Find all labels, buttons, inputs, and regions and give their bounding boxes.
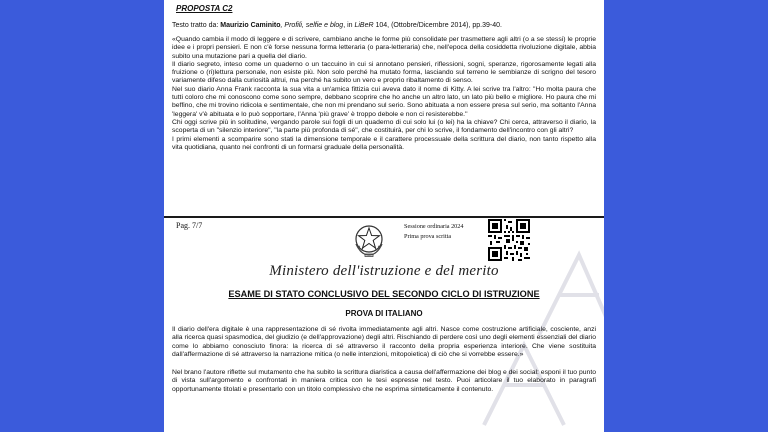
subject-title: PROVA DI ITALIANO [345, 309, 423, 318]
session-line-2: Prima prova scritta [404, 233, 452, 240]
italian-republic-emblem-icon [352, 222, 386, 258]
text-paragraph: Nel suo diario Anna Frank racconta la sua vita a un'amica fittizia cui aveva dato il nome di Kitty. A lei scrive tra l'altro: "Ho molta paura che tutti coloro che mi conoscono come sono sempre, debbano scoprire che ho anche un altro lato, un lato più bello e migliore. Ho paura che mi beffino, che mi trovino ridicola e sentimentale, che non mi prendano sul serio. Sono abituata a non essere presa sul serio, ma soltanto l'Anna 'leggera' v'è abituata e lo può sopportare, l'Anna 'più grave' è troppo debole e non ci resisterebbe." [172, 85, 596, 118]
text-paragraph: «Quando cambia il modo di leggere e di scrivere, cambiano anche le forme più consolidate per trasmettere agli altri (o a se stessi) le proprie idee e i propri pensieri. E non c'è forse nessuna forma letteraria (o para-letteraria) che, nell'epoca della cosiddetta rivoluzione digitale, abbia subito una mutazione pari a quella del diario. [172, 36, 596, 60]
page-upper-section [172, 4, 596, 152]
assignment-paragraph: Nel brano l'autore riflette sul mutamento che ha subito la scrittura diaristica a causa dell'affermazione dei blog e dei social: esponi il tuo punto di vista sull'argomento e confrontati in maniera critica con le tesi espresse nel testo. Puoi articolare il tuo elaborato in paragrafi opportunamente titolati e presentarlo con un titolo complessivo che ne esprima sinteticamente il contenuto. [172, 369, 596, 393]
session-line-1: Sessione ordinaria 2024 [404, 223, 464, 230]
ministry-heading: Ministero dell'istruzione e del merito [269, 263, 499, 279]
page-number: Pag. 7/7 [176, 221, 203, 230]
source-title: , Profili, selfie e blog [280, 22, 344, 29]
source-journal: LiBeR [354, 22, 374, 29]
session-info [404, 222, 463, 242]
qr-code-icon [488, 219, 530, 261]
source-citation [172, 21, 596, 30]
page-lower-section [172, 326, 596, 394]
proposta-heading: PROPOSTA C2 [176, 4, 233, 13]
source-rest: 104, (Ottobre/Dicembre 2014), pp.39-40. [373, 22, 502, 29]
source-author: Maurizio Caminito [220, 22, 281, 29]
text-paragraph: I primi elementi a scomparire sono stati la dimensione temporale e il carattere processuale della scrittura del diario, non tanto rispetto alla vita quotidiana, quanto nei confronti di un formarsi graduale della personalità. [172, 135, 596, 151]
page-divider [164, 216, 604, 218]
text-paragraph: Il diario segreto, inteso come un quaderno o un taccuino in cui si annotano pensieri, riflessioni, sogni, speranze, rigorosamente legati alla fruizione o (ri)lettura personale, non esiste più. Non solo perché ha mutato forma, lasciando sul terreno le sembianze di scrigno del tesoro variamente difeso dalla curiosità altrui, ma perché ha subito un vero e proprio ribaltamento di senso. [172, 60, 596, 85]
text-paragraph: Chi oggi scrive più in solitudine, vergando parole sui fogli di un quaderno di cui solo lui (o lei) ha la chiave? Chi cerca, attraverso il diario, la scoperta di un "silenzio interiore", "la parte più profonda di sé", che costituirà, per chi lo scrive, il fondamento dell'incontro con gli altri? [172, 118, 596, 135]
document-sheet [164, 0, 604, 432]
source-prefix: Testo tratto da: [172, 22, 221, 29]
source-middle: , in [343, 22, 355, 29]
exam-title: ESAME DI STATO CONCLUSIVO DEL SECONDO CICLO DI ISTRUZIONE [228, 289, 540, 299]
text-paragraph: Il diario dell'era digitale è una rappresentazione di sé rivolta immediatamente agli altri. Nasce come costruzione artificiale, cosciente, anzi alla ricerca quasi spasmodica, del giudizio (e dell'approvazione) degli altri. Rischiando di perdere così uno degli elementi essenziali del diario come lo abbiamo conosciuto finora: la ricerca di sé attraverso il racconto della propria esperienza interiore. Che viene sostituita dall'affermazione di sé attraverso la narrazione mitica (o nelle intenzioni, mitopoietica) di ciò che si vorrebbe essere.» [172, 326, 596, 358]
